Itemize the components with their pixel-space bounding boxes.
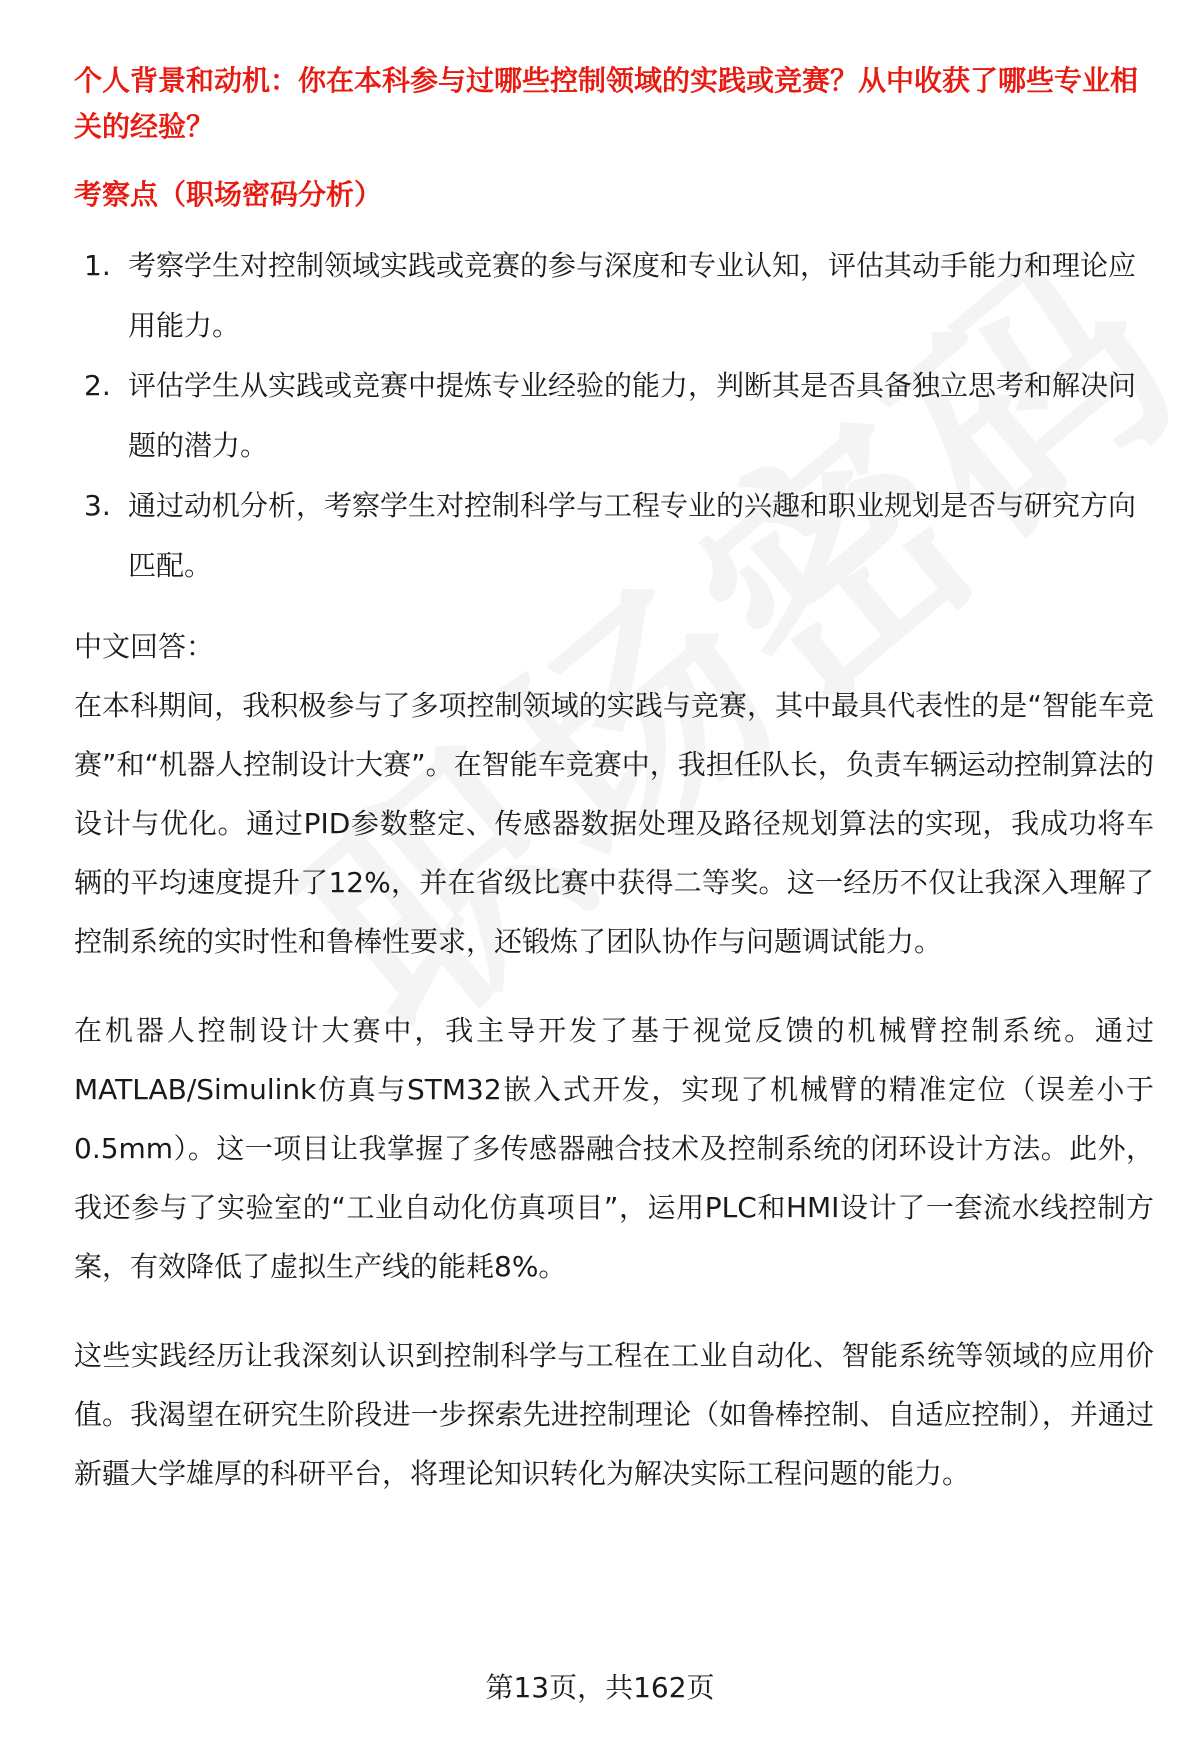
answer-label: 中文回答： <box>74 630 215 663</box>
answer-paragraph: 这些实践经历让我深刻认识到控制科学与工程在工业自动化、智能系统等领域的应用价值。我渴望在研究生阶段进一步探索先进控制理论（如鲁棒控制、自适应控制），并通过新疆大学雄厚的科研平台，将理论知识转化为解决实际工程问题的能力。 <box>74 1339 1154 1490</box>
list-item <box>74 356 1154 476</box>
answer-paragraph: 在机器人控制设计大赛中，我主导开发了基于视觉反馈的机械臂控制系统。通过MATLAB/Simulink仿真与STM32嵌入式开发，实现了机械臂的精准定位（误差小于0.5mm）。这一项目让我掌握了多传感器融合技术及控制系统的闭环设计方法。此外，我还参与了实验室的“工业自动化仿真项目”，运用PLC和HMI设计了一套流水线控制方案，有效降低了虚拟生产线的能耗8%。 <box>74 1014 1154 1283</box>
section-heading: 考察点（职场密码分析） <box>74 178 383 211</box>
page-footer: 第13页，共162页 <box>485 1671 715 1704</box>
document-page <box>74 58 1154 1533</box>
question-title: 个人背景和动机：你在本科参与过哪些控制领域的实践或竞赛？从中收获了哪些专业相关的经验？ <box>74 64 1139 143</box>
list-item <box>74 476 1154 596</box>
list-item-number: 1. <box>84 249 111 282</box>
points-list <box>74 236 1154 596</box>
list-item-number: 3. <box>84 489 111 522</box>
list-item-number: 2. <box>84 369 111 402</box>
list-item-text: 考察学生对控制领域实践或竞赛的参与深度和专业认知，评估其动手能力和理论应用能力。 <box>128 249 1137 342</box>
answer-paragraph: 在本科期间，我积极参与了多项控制领域的实践与竞赛，其中最具代表性的是“智能车竞赛”和“机器人控制设计大赛”。在智能车竞赛中，我担任队长，负责车辆运动控制算法的设计与优化。通过PID参数整定、传感器数据处理及路径规划算法的实现，我成功将车辆的平均速度提升了12%，并在省级比赛中获得二等奖。这一经历不仅让我深入理解了控制系统的实时性和鲁棒性要求，还锻炼了团队协作与问题调试能力。 <box>74 689 1154 958</box>
list-item <box>74 236 1154 356</box>
list-item-text: 通过动机分析，考察学生对控制科学与工程专业的兴趣和职业规划是否与研究方向匹配。 <box>128 489 1137 582</box>
list-item-text: 评估学生从实践或竞赛中提炼专业经验的能力，判断其是否具备独立思考和解决问题的潜力。 <box>128 369 1137 462</box>
